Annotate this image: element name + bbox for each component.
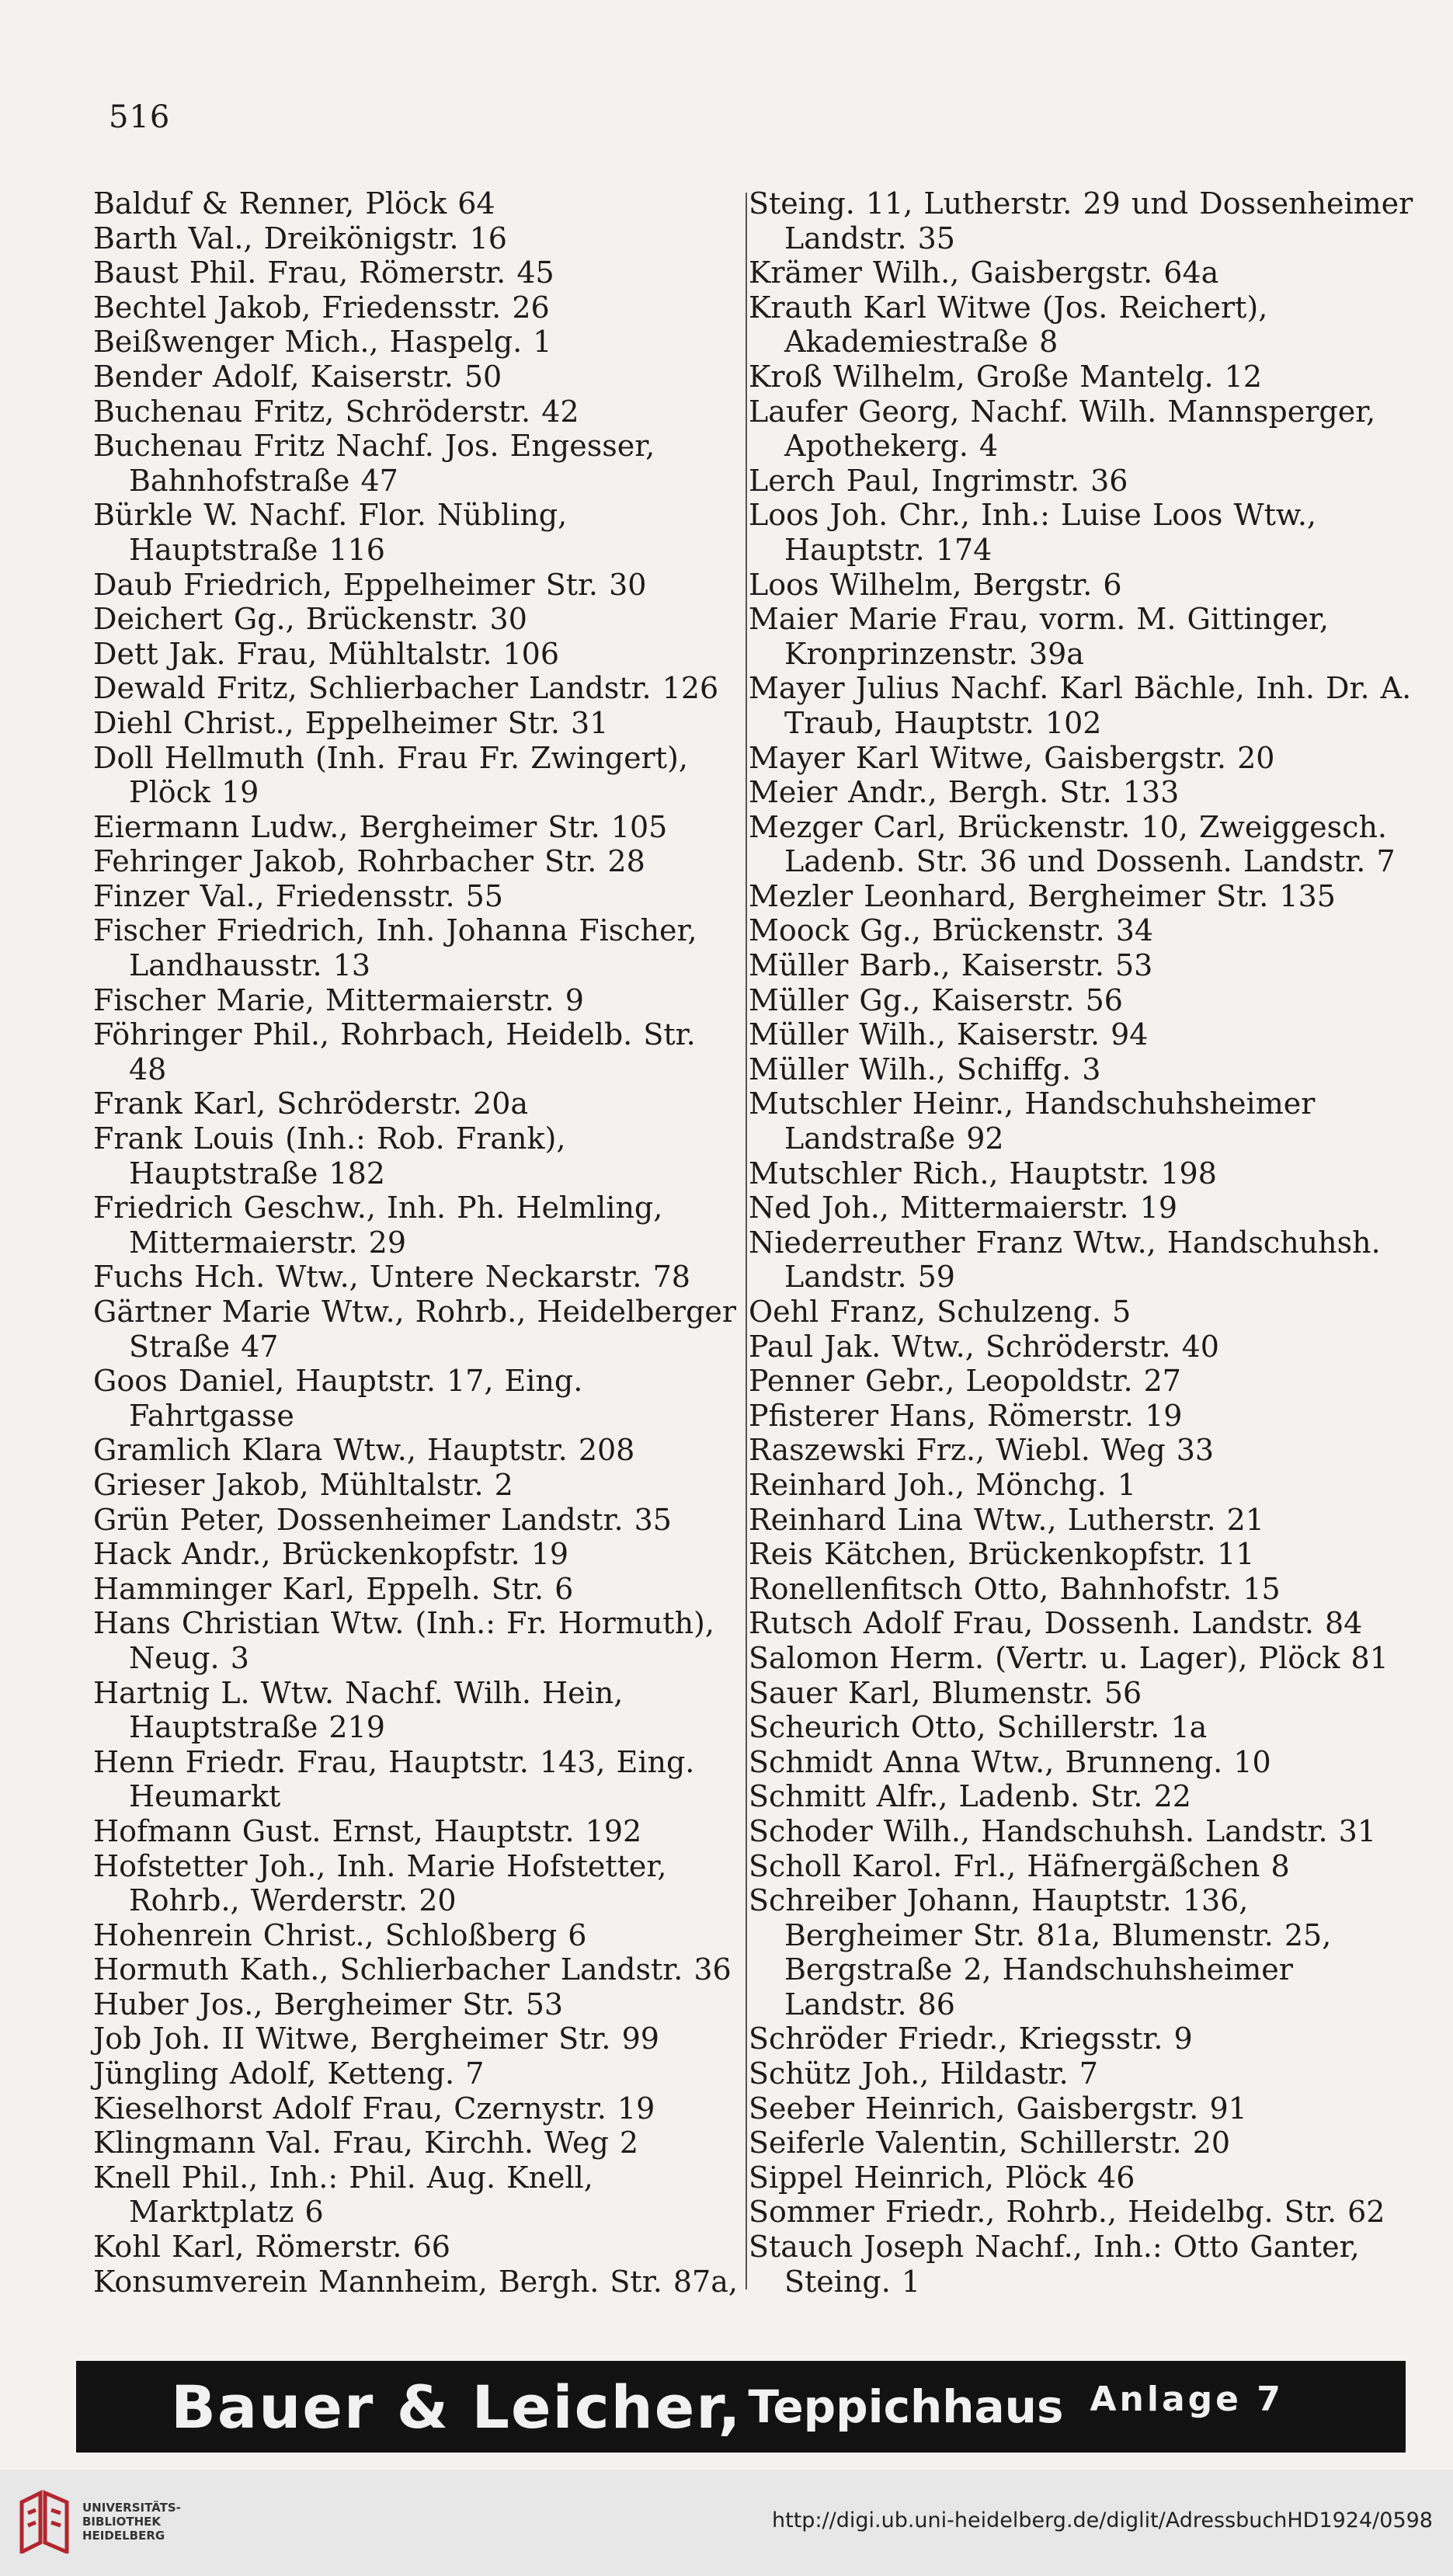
left-column — [93, 186, 738, 2299]
library-name-line: HEIDELBERG — [82, 2529, 165, 2543]
directory-entry: Müller Gg., Kaiserstr. 56 — [749, 982, 1123, 1017]
directory-entry: Mezger Carl, Brückenstr. 10, Zweiggesch. Ladenb. Str. 36 und Dossenh. Landstr. 7 — [749, 809, 1396, 879]
directory-entry: Hofstetter Joh., Inh. Marie Hofstetter, Rohrb., Werderstr. 20 — [93, 1848, 667, 1918]
directory-entry: Klingmann Val. Frau, Kirchh. Weg 2 — [93, 2126, 639, 2161]
directory-entry: Schreiber Johann, Hauptstr. 136, Bergheimer Str. 81a, Blumenstr. 25, Bergstraße 2, Handschuhsheimer Landstr. 86 — [749, 1883, 1332, 2022]
directory-entry: Beißwenger Mich., Haspelg. 1 — [93, 325, 552, 360]
directory-entry: Buchenau Fritz Nachf. Jos. Engesser, Bahnhofstraße 47 — [93, 429, 655, 498]
directory-entry: Schoder Wilh., Handschuhsh. Landstr. 31 — [749, 1813, 1377, 1848]
library-name-line: BIBLIOTHEK — [82, 2515, 161, 2529]
directory-entry: Grieser Jakob, Mühltalstr. 2 — [93, 1467, 513, 1502]
directory-entry: Ned Joh., Mittermaierstr. 19 — [749, 1191, 1177, 1225]
directory-entry: Bechtel Jakob, Friedensstr. 26 — [93, 290, 550, 325]
directory-entry: Loos Joh. Chr., Inh.: Luise Loos Wtw., Hauptstr. 174 — [749, 498, 1317, 567]
directory-entry: Stauch Joseph Nachf., Inh.: Otto Ganter, Steing. 1 — [749, 2230, 1360, 2299]
directory-entry: Lerch Paul, Ingrimstr. 36 — [749, 463, 1128, 498]
directory-entry: Hans Christian Wtw. (Inh.: Fr. Hormuth), Neug. 3 — [93, 1606, 714, 1675]
directory-entry: Meier Andr., Bergh. Str. 133 — [749, 775, 1180, 810]
directory-entry: Diehl Christ., Eppelheimer Str. 31 — [93, 705, 609, 740]
column-divider — [746, 193, 747, 2289]
footer-bar — [0, 2470, 1453, 2576]
directory-entry: Mayer Julius Nachf. Karl Bächle, Inh. Dr. A. Traub, Hauptstr. 102 — [749, 671, 1412, 740]
directory-entry: Mayer Karl Witwe, Gaisbergstr. 20 — [749, 740, 1275, 775]
directory-entry: Raszewski Frz., Wiebl. Weg 33 — [749, 1433, 1215, 1468]
directory-entry: Krämer Wilh., Gaisbergstr. 64a — [749, 256, 1219, 290]
directory-entry: Mutschler Heinr., Handschuhsheimer Landstraße 92 — [749, 1086, 1316, 1156]
directory-entry: Dett Jak. Frau, Mühltalstr. 106 — [93, 636, 560, 671]
advertisement-name: Bauer & Leicher, — [171, 2372, 742, 2442]
directory-entry: Schütz Joh., Hildastr. 7 — [749, 2056, 1098, 2091]
directory-entry: Buchenau Fritz, Schröderstr. 42 — [93, 394, 579, 429]
directory-entry: Friedrich Geschw., Inh. Ph. Helmling, Mittermaierstr. 29 — [93, 1191, 663, 1260]
directory-entry: Rutsch Adolf Frau, Dossenh. Landstr. 84 — [749, 1606, 1363, 1641]
directory-entry: Föhringer Phil., Rohrbach, Heidelb. Str. 48 — [93, 1017, 696, 1086]
directory-entry: Scholl Karol. Frl., Häfnergäßchen 8 — [749, 1848, 1290, 1883]
directory-entry: Niederreuther Franz Wtw., Handschuhsh. Landstr. 59 — [749, 1225, 1381, 1295]
directory-entry: Seiferle Valentin, Schillerstr. 20 — [749, 2126, 1231, 2161]
directory-entry: Loos Wilhelm, Bergstr. 6 — [749, 567, 1122, 602]
source-url-link[interactable]: http://digi.ub.uni-heidelberg.de/diglit/AdressbuchHD1924/0598 — [772, 2508, 1433, 2533]
directory-entry: Reinhard Lina Wtw., Lutherstr. 21 — [749, 1502, 1264, 1537]
directory-entry: Kieselhorst Adolf Frau, Czernystr. 19 — [93, 2091, 655, 2126]
directory-entry: Sommer Friedr., Rohrb., Heidelbg. Str. 62 — [749, 2195, 1385, 2230]
directory-entry: Hormuth Kath., Schlierbacher Landstr. 36 — [93, 1952, 732, 1987]
directory-entry: Daub Friedrich, Eppelheimer Str. 30 — [93, 567, 647, 602]
directory-entry: Barth Val., Dreikönigstr. 16 — [93, 221, 507, 256]
directory-entry: Mutschler Rich., Hauptstr. 198 — [749, 1156, 1217, 1191]
directory-entry: Laufer Georg, Nachf. Wilh. Mannsperger, Apothekerg. 4 — [749, 394, 1376, 464]
directory-entry: Krauth Karl Witwe (Jos. Reichert), Akademiestraße 8 — [749, 290, 1268, 360]
directory-entry: Frank Louis (Inh.: Rob. Frank), Hauptstraße 182 — [93, 1121, 566, 1191]
directory-entry: Pfisterer Hans, Römerstr. 19 — [749, 1398, 1183, 1433]
directory-columns — [0, 186, 1453, 2345]
directory-entry: Hofmann Gust. Ernst, Hauptstr. 192 — [93, 1813, 642, 1848]
advertisement-subtitle: Teppichhaus — [748, 2380, 1064, 2433]
directory-entry: Gramlich Klara Wtw., Hauptstr. 208 — [93, 1433, 635, 1468]
directory-entry: Huber Jos., Bergheimer Str. 53 — [93, 1987, 564, 2022]
directory-entry: Balduf & Renner, Plöck 64 — [93, 186, 495, 221]
directory-entry: Grün Peter, Dossenheimer Landstr. 35 — [93, 1502, 672, 1537]
directory-entry: Jüngling Adolf, Ketteng. 7 — [93, 2056, 485, 2091]
directory-entry: Dewald Fritz, Schlierbacher Landstr. 126 — [93, 671, 719, 706]
directory-entry: Müller Barb., Kaiserstr. 53 — [749, 948, 1153, 983]
directory-entry: Deichert Gg., Brückenstr. 30 — [93, 602, 527, 637]
directory-entry: Maier Marie Frau, vorm. M. Gittinger, Kronprinzenstr. 39a — [749, 602, 1330, 671]
directory-entry: Bürkle W. Nachf. Flor. Nübling, Hauptstraße 116 — [93, 498, 568, 567]
directory-entry: Hack Andr., Brückenkopfstr. 19 — [93, 1537, 569, 1572]
directory-entry: Scheurich Otto, Schillerstr. 1a — [749, 1710, 1208, 1745]
directory-entry: Paul Jak. Wtw., Schröderstr. 40 — [749, 1329, 1219, 1364]
directory-entry: Seeber Heinrich, Gaisbergstr. 91 — [749, 2091, 1247, 2126]
directory-entry: Ronellenfitsch Otto, Bahnhofstr. 15 — [749, 1571, 1281, 1606]
directory-entry: Knell Phil., Inh.: Phil. Aug. Knell, Marktplatz 6 — [93, 2160, 593, 2230]
directory-entry: Salomon Herm. (Vertr. u. Lager), Plöck 81 — [749, 1640, 1389, 1675]
directory-entry: Kroß Wilhelm, Große Mantelg. 12 — [749, 359, 1263, 394]
directory-entry: Gärtner Marie Wtw., Rohrb., Heidelberger Straße 47 — [93, 1295, 737, 1364]
directory-entry: Finzer Val., Friedensstr. 55 — [93, 878, 503, 913]
directory-entry: Sippel Heinrich, Plöck 46 — [749, 2160, 1135, 2195]
directory-entry: Oehl Franz, Schulzeng. 5 — [749, 1295, 1131, 1329]
directory-entry: Henn Friedr. Frau, Hauptstr. 143, Eing. Heumarkt — [93, 1744, 695, 1814]
directory-entry: Bender Adolf, Kaiserstr. 50 — [93, 359, 502, 394]
directory-entry: Goos Daniel, Hauptstr. 17, Eing. Fahrtgasse — [93, 1364, 583, 1433]
directory-entry: Eiermann Ludw., Bergheimer Str. 105 — [93, 809, 668, 844]
directory-entry: Reis Kätchen, Brückenkopfstr. 11 — [749, 1537, 1255, 1572]
directory-entry: Fehringer Jakob, Rohrbacher Str. 28 — [93, 844, 645, 879]
directory-entry: Müller Wilh., Kaiserstr. 94 — [749, 1017, 1149, 1052]
directory-entry: Baust Phil. Frau, Römerstr. 45 — [93, 256, 554, 290]
directory-entry: Sauer Karl, Blumenstr. 56 — [749, 1675, 1142, 1710]
directory-entry: Fischer Marie, Mittermaierstr. 9 — [93, 982, 584, 1017]
directory-entry: Penner Gebr., Leopoldstr. 27 — [749, 1364, 1181, 1399]
directory-entry: Mezler Leonhard, Bergheimer Str. 135 — [749, 878, 1336, 913]
directory-entry: Hohenrein Christ., Schloßberg 6 — [93, 1917, 587, 1952]
library-name — [82, 2501, 181, 2543]
university-library-logo-icon — [17, 2487, 75, 2553]
directory-entry: Doll Hellmuth (Inh. Frau Fr. Zwingert), Plöck 19 — [93, 740, 688, 810]
directory-entry: Konsumverein Mannheim, Bergh. Str. 87a, — [93, 2264, 738, 2299]
directory-entry: Schmidt Anna Wtw., Brunneng. 10 — [749, 1744, 1271, 1779]
directory-entry: Müller Wilh., Schiffg. 3 — [749, 1052, 1101, 1086]
page-number: 516 — [109, 99, 171, 135]
right-column — [749, 186, 1417, 2299]
directory-entry: Reinhard Joh., Mönchg. 1 — [749, 1467, 1136, 1502]
directory-entry: Kohl Karl, Römerstr. 66 — [93, 2230, 450, 2265]
directory-entry: Schröder Friedr., Kriegsstr. 9 — [749, 2022, 1193, 2056]
directory-entry: Fuchs Hch. Wtw., Untere Neckarstr. 78 — [93, 1260, 690, 1295]
directory-entry: Schmitt Alfr., Ladenb. Str. 22 — [749, 1779, 1191, 1814]
advertisement-banner — [76, 2361, 1406, 2453]
directory-entry: Steing. 11, Lutherstr. 29 und Dossenheimer Landstr. 35 — [749, 186, 1413, 256]
directory-entry: Fischer Friedrich, Inh. Johanna Fischer, Landhausstr. 13 — [93, 913, 697, 983]
library-name-line: UNIVERSITÄTS- — [82, 2501, 181, 2515]
directory-entry: Hamminger Karl, Eppelh. Str. 6 — [93, 1571, 574, 1606]
directory-entry: Job Joh. II Witwe, Bergheimer Str. 99 — [93, 2022, 659, 2056]
directory-entry: Hartnig L. Wtw. Nachf. Wilh. Hein, Hauptstraße 219 — [93, 1675, 624, 1745]
advertisement-extra: Anlage 7 — [1090, 2379, 1284, 2419]
directory-entry: Moock Gg., Brückenstr. 34 — [749, 913, 1154, 948]
directory-entry: Frank Karl, Schröderstr. 20a — [93, 1086, 529, 1121]
